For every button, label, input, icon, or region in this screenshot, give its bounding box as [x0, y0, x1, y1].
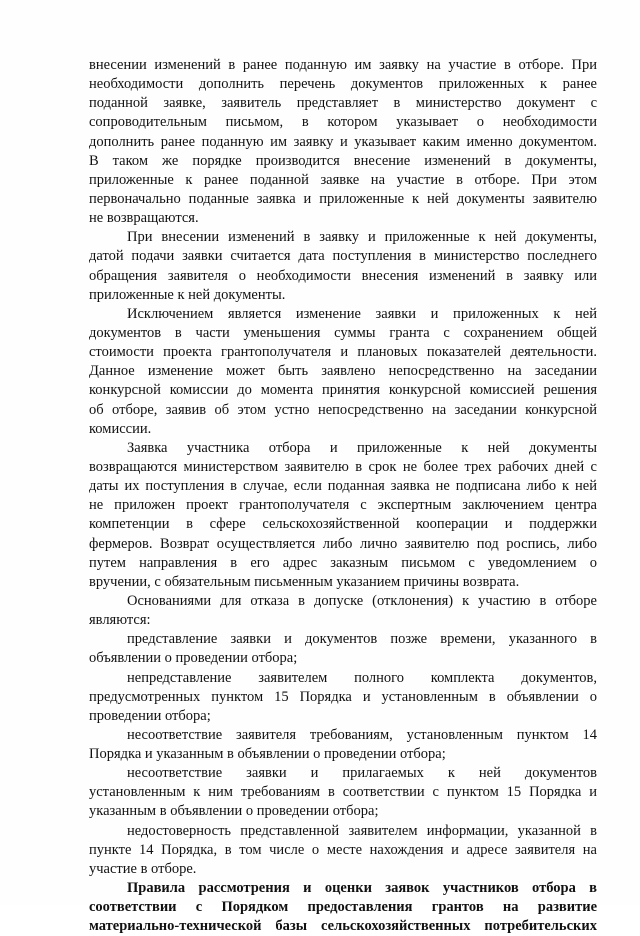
body-text-line: проведении отбора; [89, 707, 211, 724]
document-body-text [89, 56, 597, 936]
body-text-line: несоответствие заявки и прилагаемых к ней документов [127, 765, 597, 782]
body-text-line: В таком же порядке производится внесение изменений в документы, [89, 152, 597, 169]
body-text-line: представление заявки и документов позже времени, указанного в [127, 631, 597, 648]
body-text-line: обращения заявителя о необходимости внесения изменений в заявку или [89, 267, 597, 284]
body-text-line: Данное изменение может быть заявлено непосредственно на заседании [89, 363, 597, 380]
body-text-line: указанным в объявлении о проведении отбора; [89, 803, 379, 820]
body-text-line: первоначально поданные заявка и приложенные к ней документы заявителю [89, 190, 597, 207]
body-text-line: сопроводительным письмом, в котором указывает о необходимости [89, 114, 597, 131]
body-text-line: необходимости дополнить перечень документов приложенных к ранее [89, 76, 597, 93]
section-heading-line: материально-технической базы сельскохозяйственных потребительских [89, 918, 597, 935]
body-text-line: приложенные к ней документы. [89, 286, 286, 303]
body-text-line: предусмотренных пунктом 15 Порядка и установленным в объявлении о [89, 688, 597, 705]
body-text-line: установленным к ним требованиям в соответствии с пунктом 15 Порядка и [89, 784, 597, 801]
body-text-line: даты их поступления в случае, если поданная заявка не подписана либо к ней [89, 478, 597, 495]
body-text-line: комиссии. [89, 420, 152, 437]
body-text-line: компетенции в сфере сельскохозяйственной кооперации и поддержки [89, 516, 597, 533]
body-text-line: Исключением является изменение заявки и приложенных к ней [127, 305, 597, 322]
body-text-line: Заявка участника отбора и приложенные к ней документы [127, 439, 597, 456]
body-text-line: недостоверность представленной заявителем информации, указанной в [127, 822, 597, 839]
body-text-line: вручении, с обязательным письменным указанием причины возврата. [89, 573, 520, 590]
body-text-line: участие в отборе. [89, 860, 197, 877]
body-text-line: непредставление заявителем полного комплекта документов, [127, 669, 597, 686]
body-text-line: Порядка и указанным в объявлении о проведении отбора; [89, 746, 446, 763]
body-text-line: документов в части уменьшения суммы гранта с сохранением общей [89, 324, 597, 341]
body-text-line: фермеров. Возврат осуществляется либо лично заявителю под роспись, либо [89, 535, 597, 552]
body-text-line: приложенные к ранее поданной заявке на участие в отборе. При этом [89, 171, 597, 188]
body-text-line: датой подачи заявки считается дата поступления в министерство последнего [89, 248, 597, 265]
body-text-line: не приложен проект грантополучателя с экспертным заключением центра [89, 497, 597, 514]
body-text-line: поданной заявке, заявитель представляет в министерство документ с [89, 95, 597, 112]
body-text-line: внесении изменений в ранее поданную им заявку на участие в отборе. При [89, 57, 597, 73]
body-text-line: объявлении о проведении отбора; [89, 650, 298, 667]
body-text-line: являются: [89, 612, 151, 629]
body-text-line: об отборе, заявив об этом устно непосредственно на заседании конкурсной [89, 401, 597, 418]
body-text-line: стоимости проекта грантополучателя и плановых показателей деятельности. [89, 344, 597, 361]
body-text-line: возвращаются министерством заявителю в срок не более трех рабочих дней с [89, 458, 597, 475]
body-text-line: несоответствие заявителя требованиям, установленным пунктом 14 [127, 726, 597, 743]
body-text-line: пункте 14 Порядка, в том числе о месте нахождения и адресе заявителя на [89, 841, 597, 858]
body-text-line: конкурсной комиссии до момента принятия конкурсной комиссией решения [89, 382, 597, 399]
section-heading-line: Правила рассмотрения и оценки заявок участников отбора в [127, 880, 597, 897]
body-text-line: путем направления в его адрес заказным письмом с уведомлением о [89, 554, 597, 571]
body-text-line: не возвращаются. [89, 210, 199, 227]
body-text-line: При внесении изменений в заявку и приложенные к ней документы, [127, 229, 597, 246]
section-heading-line: соответствии с Порядком предоставления грантов на развитие [89, 899, 597, 916]
body-text-line: дополнить ранее поданную им заявку и указывает каким именно документом. [89, 133, 597, 150]
body-text-line: Основаниями для отказа в допуске (отклонения) к участию в отборе [127, 592, 597, 609]
